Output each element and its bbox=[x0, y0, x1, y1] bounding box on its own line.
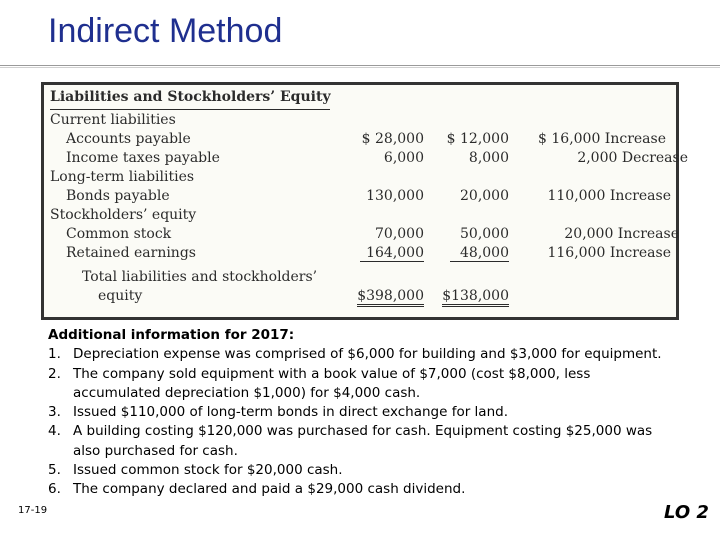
table-row bbox=[44, 188, 676, 207]
row-label: Income taxes payable bbox=[66, 150, 220, 166]
value-2017: $ 28,000 bbox=[361, 131, 424, 147]
value-2017: 164,000 bbox=[360, 245, 424, 262]
item-text: Depreciation expense was comprised of $6,000 for building and $3,000 for equipment. bbox=[73, 346, 662, 363]
learning-objective: LO 2 bbox=[664, 502, 709, 523]
row-label: Common stock bbox=[66, 226, 172, 242]
value-2017: 130,000 bbox=[366, 188, 424, 204]
value-2016: 8,000 bbox=[468, 150, 509, 166]
section-stockholders-equity: Stockholders’ equity bbox=[50, 207, 197, 223]
item-text: Issued common stock for $20,000 cash. bbox=[73, 462, 343, 479]
total-2016: $138,000 bbox=[442, 288, 509, 307]
list-item bbox=[48, 345, 668, 364]
liabilities-equity-table bbox=[41, 82, 688, 320]
list-item bbox=[48, 403, 668, 422]
table-row bbox=[44, 131, 676, 150]
total-row bbox=[44, 269, 676, 288]
table-row bbox=[44, 245, 676, 264]
table-row bbox=[44, 226, 679, 245]
row-label: Bonds payable bbox=[66, 188, 170, 204]
item-text: Issued $110,000 of long-term bonds in direct exchange for land. bbox=[73, 404, 508, 421]
item-text: A building costing $120,000 was purchased for cash. Equipment costing $25,000 was also purchased for cash. bbox=[73, 423, 653, 459]
table-row bbox=[44, 150, 688, 169]
title-divider bbox=[0, 65, 720, 68]
value-2016: 20,000 bbox=[460, 188, 509, 204]
value-2017: 70,000 bbox=[375, 226, 424, 242]
section-long-term-liabilities: Long-term liabilities bbox=[50, 169, 195, 185]
value-2016: $ 12,000 bbox=[446, 131, 509, 147]
item-number: 2. bbox=[48, 365, 61, 382]
list-item bbox=[48, 461, 668, 480]
item-text: The company declared and paid a $29,000 cash dividend. bbox=[73, 481, 466, 498]
row-label: Retained earnings bbox=[66, 245, 196, 261]
change-value: $ 16,000 Increase bbox=[538, 131, 666, 147]
item-number: 4. bbox=[48, 423, 61, 440]
item-text: The company sold equipment with a book value of $7,000 (cost $8,000, less accumulated depreciation $1,000) for $4,000 cash. bbox=[73, 365, 591, 401]
page-title: Indirect Method bbox=[48, 12, 283, 50]
total-row bbox=[44, 288, 676, 307]
list-item bbox=[48, 480, 668, 499]
value-2017: 6,000 bbox=[383, 150, 424, 166]
item-number: 6. bbox=[48, 481, 61, 498]
change-value: 2,000 Decrease bbox=[577, 150, 688, 166]
slide-number: 17-19 bbox=[18, 505, 48, 516]
change-value: 110,000 Increase bbox=[547, 188, 671, 204]
info-title: Additional information for 2017: bbox=[48, 327, 295, 343]
additional-information bbox=[48, 326, 668, 500]
item-number: 5. bbox=[48, 462, 61, 479]
value-2016: 48,000 bbox=[450, 245, 509, 262]
change-value: 20,000 Increase bbox=[564, 226, 679, 242]
item-number: 3. bbox=[48, 404, 61, 421]
row-label: Accounts payable bbox=[66, 131, 191, 147]
total-label-line1: Total liabilities and stockholders’ bbox=[82, 269, 318, 285]
list-item bbox=[48, 422, 668, 461]
total-2017: $398,000 bbox=[357, 288, 424, 307]
heading-underline bbox=[50, 109, 330, 110]
value-2016: 50,000 bbox=[460, 226, 509, 242]
total-label-line2: equity bbox=[98, 288, 143, 304]
list-item bbox=[48, 365, 668, 404]
section-current-liabilities: Current liabilities bbox=[50, 112, 176, 128]
change-value: 116,000 Increase bbox=[547, 245, 671, 261]
item-number: 1. bbox=[48, 346, 61, 363]
table-heading: Liabilities and Stockholders’ Equity bbox=[50, 89, 331, 105]
